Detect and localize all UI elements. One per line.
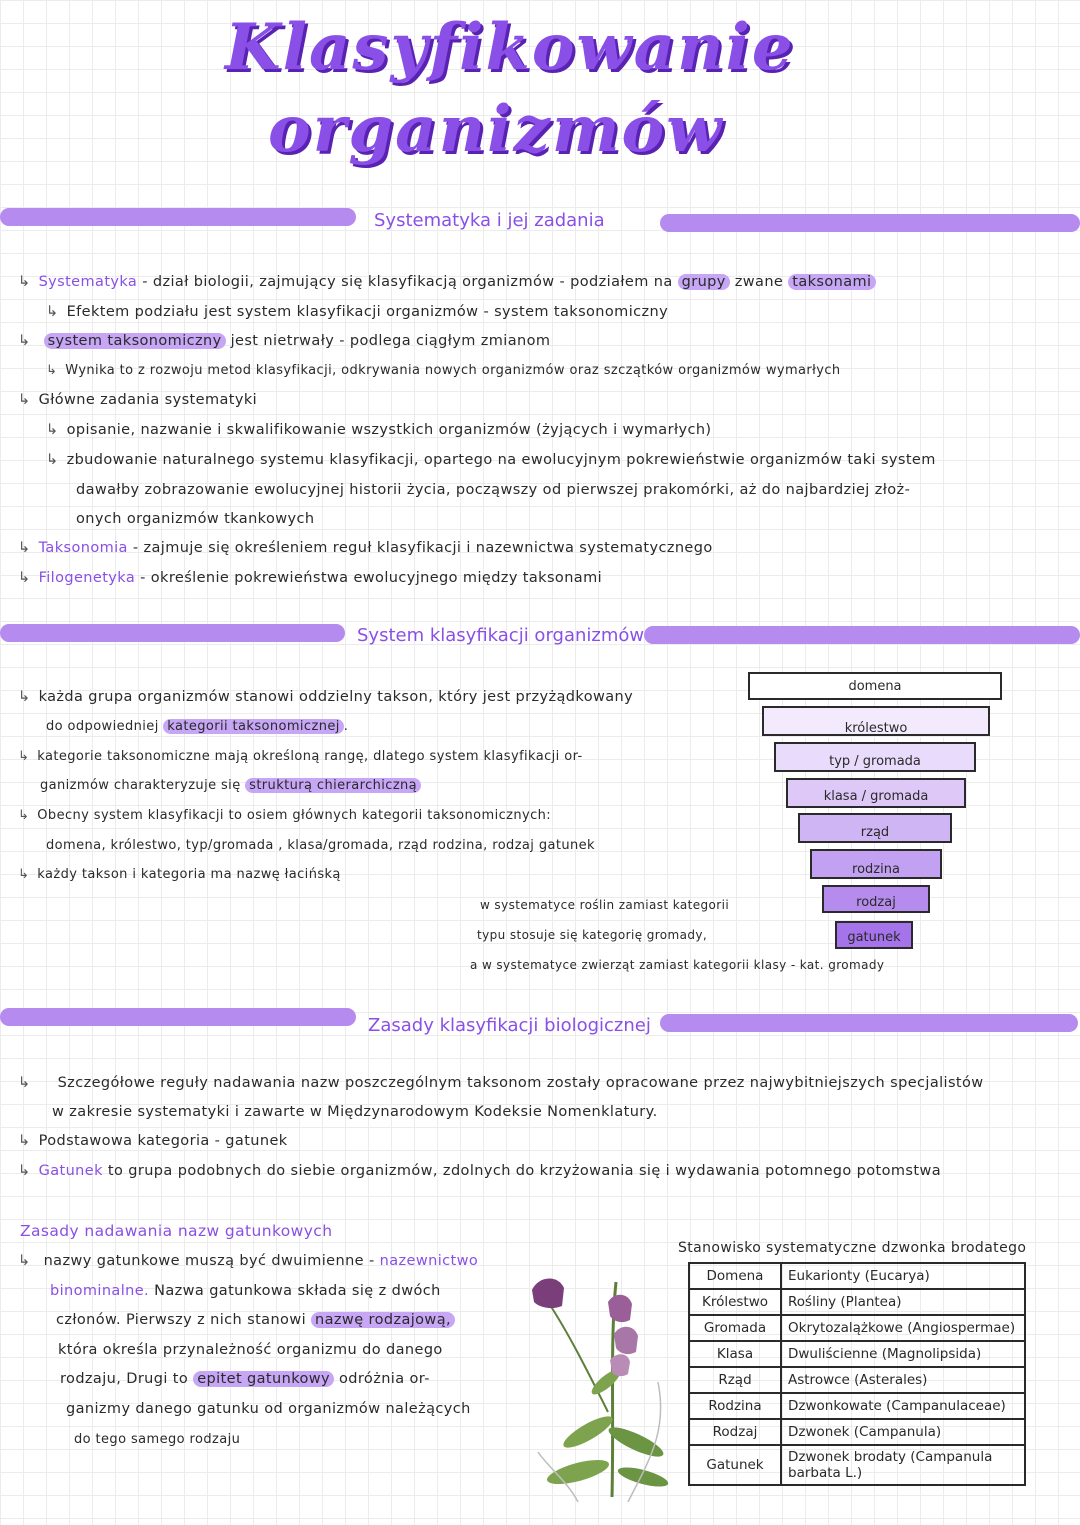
arrow-icon: ↳: [18, 274, 31, 290]
campanula-flower-illustration: [518, 1262, 678, 1502]
plant-stem: [548, 1302, 608, 1412]
table-row: [689, 1263, 1025, 1289]
s2-line1: ↳ każda grupa organizmów stanowi oddzielny takson, który jest przyżądkowany: [18, 689, 634, 705]
s4-line6: ganizmy danego gatunku od organizmów należących: [66, 1401, 471, 1417]
page-title-line2: organizmów: [268, 92, 724, 167]
section-title-system: System klasyfikacji organizmów: [357, 625, 645, 646]
s2-line6: domena, królestwo, typ/gromada , klasa/gromada, rząd rodzina, rodzaj gatunek: [46, 838, 595, 853]
table-row: [689, 1445, 1025, 1485]
table-cell-rank: Domena: [689, 1263, 781, 1289]
s2-line3: ↳ kategorie taksonomiczne mają określoną rangę, dlatego system klasyfikacji or-: [18, 749, 583, 764]
table-cell-taxon: Eukarionty (Eucarya): [781, 1263, 1025, 1289]
arrow-icon: ↳: [18, 392, 31, 408]
arrow-icon: ↳: [18, 689, 31, 705]
table-cell-rank: Rodzaj: [689, 1419, 781, 1445]
s2-line7: ↳ każdy takson i kategoria ma nazwę łacińską: [18, 867, 341, 882]
leaf: [560, 1411, 616, 1453]
arrow-icon: ↳: [18, 867, 30, 882]
arrow-icon: ↳: [18, 333, 31, 349]
section-bar-right: [644, 626, 1080, 644]
bell-flower: [532, 1278, 564, 1308]
bell-flower: [610, 1354, 630, 1376]
s1-line8: dawałby zobrazowanie ewolucyjnej historii życia, począwszy od pierwszej prakomórki, aż do najbardziej złoż-: [76, 482, 911, 498]
s3-line1: ↳ Szczegółowe reguły nadawania nazw poszczególnym taksonom zostały opracowane przez najwybitniejszych specjalistów: [18, 1075, 984, 1091]
bell-flower: [614, 1327, 638, 1354]
table-cell-taxon: Okrytozalążkowe (Angiospermae): [781, 1315, 1025, 1341]
arrow-icon: ↳: [18, 1253, 31, 1269]
tier-typ: typ / gromada: [774, 742, 976, 772]
leaf: [616, 1464, 670, 1491]
arrow-icon: ↳: [18, 1163, 31, 1179]
section-bar-right: [660, 1014, 1078, 1032]
s4-line5: rodzaju, Drugi to epitet gatunkowy odróżnia or-: [60, 1371, 430, 1387]
table-cell-rank: Królestwo: [689, 1289, 781, 1315]
s1-line10: ↳ Taksonomia - zajmuje się określeniem reguł klasyfikacji i nazewnictwa systematycznego: [18, 540, 713, 556]
section-title-systematyka: Systematyka i jej zadania: [374, 210, 605, 231]
table-cell-rank: Gromada: [689, 1315, 781, 1341]
s1-line5: ↳ Główne zadania systematyki: [18, 392, 258, 408]
table-cell-taxon: Rośliny (Plantea): [781, 1289, 1025, 1315]
s2-line2: do odpowiedniej kategorii taksonomicznej .: [46, 719, 349, 734]
table-row: [689, 1289, 1025, 1315]
table-cell-rank: Gatunek: [689, 1445, 781, 1485]
page-title-line1: Klasyfikowanie: [225, 10, 795, 85]
arrow-icon: ↳: [46, 363, 58, 378]
classification-table: [688, 1262, 1026, 1486]
s1-line2: ↳ Efektem podziału jest system klasyfikacji organizmów - system taksonomiczny: [46, 304, 669, 320]
table-row: [689, 1367, 1025, 1393]
section-bar-left: [0, 208, 356, 226]
tier-rodzina: rodzina: [810, 849, 942, 879]
table-title: Stanowisko systematyczne dzwonka brodatego: [678, 1240, 1027, 1256]
arrow-icon: ↳: [18, 1075, 31, 1091]
arrow-icon: ↳: [46, 304, 59, 320]
tier-gatunek: gatunek: [835, 921, 913, 949]
tier-klasa: klasa / gromada: [786, 778, 966, 808]
table-cell-rank: Klasa: [689, 1341, 781, 1367]
section-bar-right: [660, 214, 1080, 232]
s4-line7: do tego samego rodzaju: [74, 1432, 241, 1447]
s2-note1: w systematyce roślin zamiast kategorii: [480, 898, 730, 912]
bell-flower: [608, 1295, 632, 1322]
s4-line3: członów. Pierwszy z nich stanowi nazwę rodzajową,: [56, 1312, 455, 1328]
s2-note3: a w systematyce zwierząt zamiast kategorii klasy - kat. gromady: [470, 958, 885, 972]
table-cell-taxon: Dzwonek brodaty (Campanula barbata L.): [781, 1445, 1025, 1485]
s1-line7: ↳ zbudowanie naturalnego systemu klasyfikacji, opartego na ewolucyjnym pokrewieństwie organizmów taki system: [46, 452, 936, 468]
s2-line4: ganizmów charakteryzuje się strukturą chierarchiczną: [40, 778, 421, 793]
table-cell-rank: Rodzina: [689, 1393, 781, 1419]
tier-rodzaj: rodzaj: [822, 885, 930, 913]
table-cell-taxon: Astrowce (Asterales): [781, 1367, 1025, 1393]
table-row: [689, 1419, 1025, 1445]
table-cell-taxon: Dzwonkowate (Campanulaceae): [781, 1393, 1025, 1419]
table-cell-taxon: Dzwonek (Campanula): [781, 1419, 1025, 1445]
section-bar-left: [0, 1008, 356, 1026]
s3-line2: w zakresie systematyki i zawarte w Międzynarodowym Kodeksie Nomenklatury.: [52, 1104, 658, 1120]
leaf: [605, 1422, 666, 1462]
section-bar-left: [0, 624, 345, 642]
s1-line4: ↳ Wynika to z rozwoju metod klasyfikacji, odkrywania nowych organizmów oraz szczątków organizmów wymarłych: [46, 363, 841, 378]
tier-domena: domena: [748, 672, 1002, 700]
table-cell-rank: Rząd: [689, 1367, 781, 1393]
table-row: [689, 1315, 1025, 1341]
table-cell-taxon: Dwuliścienne (Magnolipsida): [781, 1341, 1025, 1367]
s1-line1: ↳ Systematyka - dział biologii, zajmujący się klasyfikacją organizmów - podziałem na grupy zwane taksonami: [18, 274, 876, 290]
table-row: [689, 1341, 1025, 1367]
s4-line1: ↳ nazwy gatunkowe muszą być dwuimienne - nazewnictwo: [18, 1253, 479, 1269]
s3-line3: ↳ Podstawowa kategoria - gatunek: [18, 1133, 288, 1149]
s1-line11: ↳ Filogenetyka - określenie pokrewieństwa ewolucyjnego między taksonami: [18, 570, 603, 586]
s1-line3: ↳ system taksonomiczny jest nietrwały - podlega ciągłym zmianom: [18, 333, 551, 349]
arrow-icon: ↳: [46, 452, 59, 468]
arrow-icon: ↳: [18, 808, 30, 823]
arrow-icon: ↳: [46, 422, 59, 438]
arrow-icon: ↳: [18, 540, 31, 556]
s3-line4: ↳ Gatunek to grupa podobnych do siebie organizmów, zdolnych do krzyżowania się i wydawania potomnego potomstwa: [18, 1163, 941, 1179]
tier-rzad: rząd: [798, 813, 952, 843]
s4-line4: która określa przynależność organizmu do danego: [58, 1342, 443, 1358]
tier-krolestwo: królestwo: [762, 706, 990, 736]
s1-line9: onych organizmów tkankowych: [76, 511, 315, 527]
s1-line6: ↳ opisanie, nazwanie i skwalifikowanie wszystkich organizmów (żyjących i wymarłych): [46, 422, 712, 438]
arrow-icon: ↳: [18, 749, 30, 764]
s4-title: Zasady nadawania nazw gatunkowych: [20, 1222, 333, 1240]
arrow-icon: ↳: [18, 1133, 31, 1149]
s2-note2: typu stosuje się kategorię gromady,: [477, 928, 708, 942]
table-row: [689, 1393, 1025, 1419]
s4-line2: binominalne. Nazwa gatunkowa składa się z dwóch: [50, 1283, 441, 1299]
section-title-zasady: Zasady klasyfikacji biologicznej: [368, 1015, 651, 1036]
arrow-icon: ↳: [18, 570, 31, 586]
s2-line5: ↳ Obecny system klasyfikacji to osiem głównych kategorii taksonomicznych:: [18, 808, 552, 823]
